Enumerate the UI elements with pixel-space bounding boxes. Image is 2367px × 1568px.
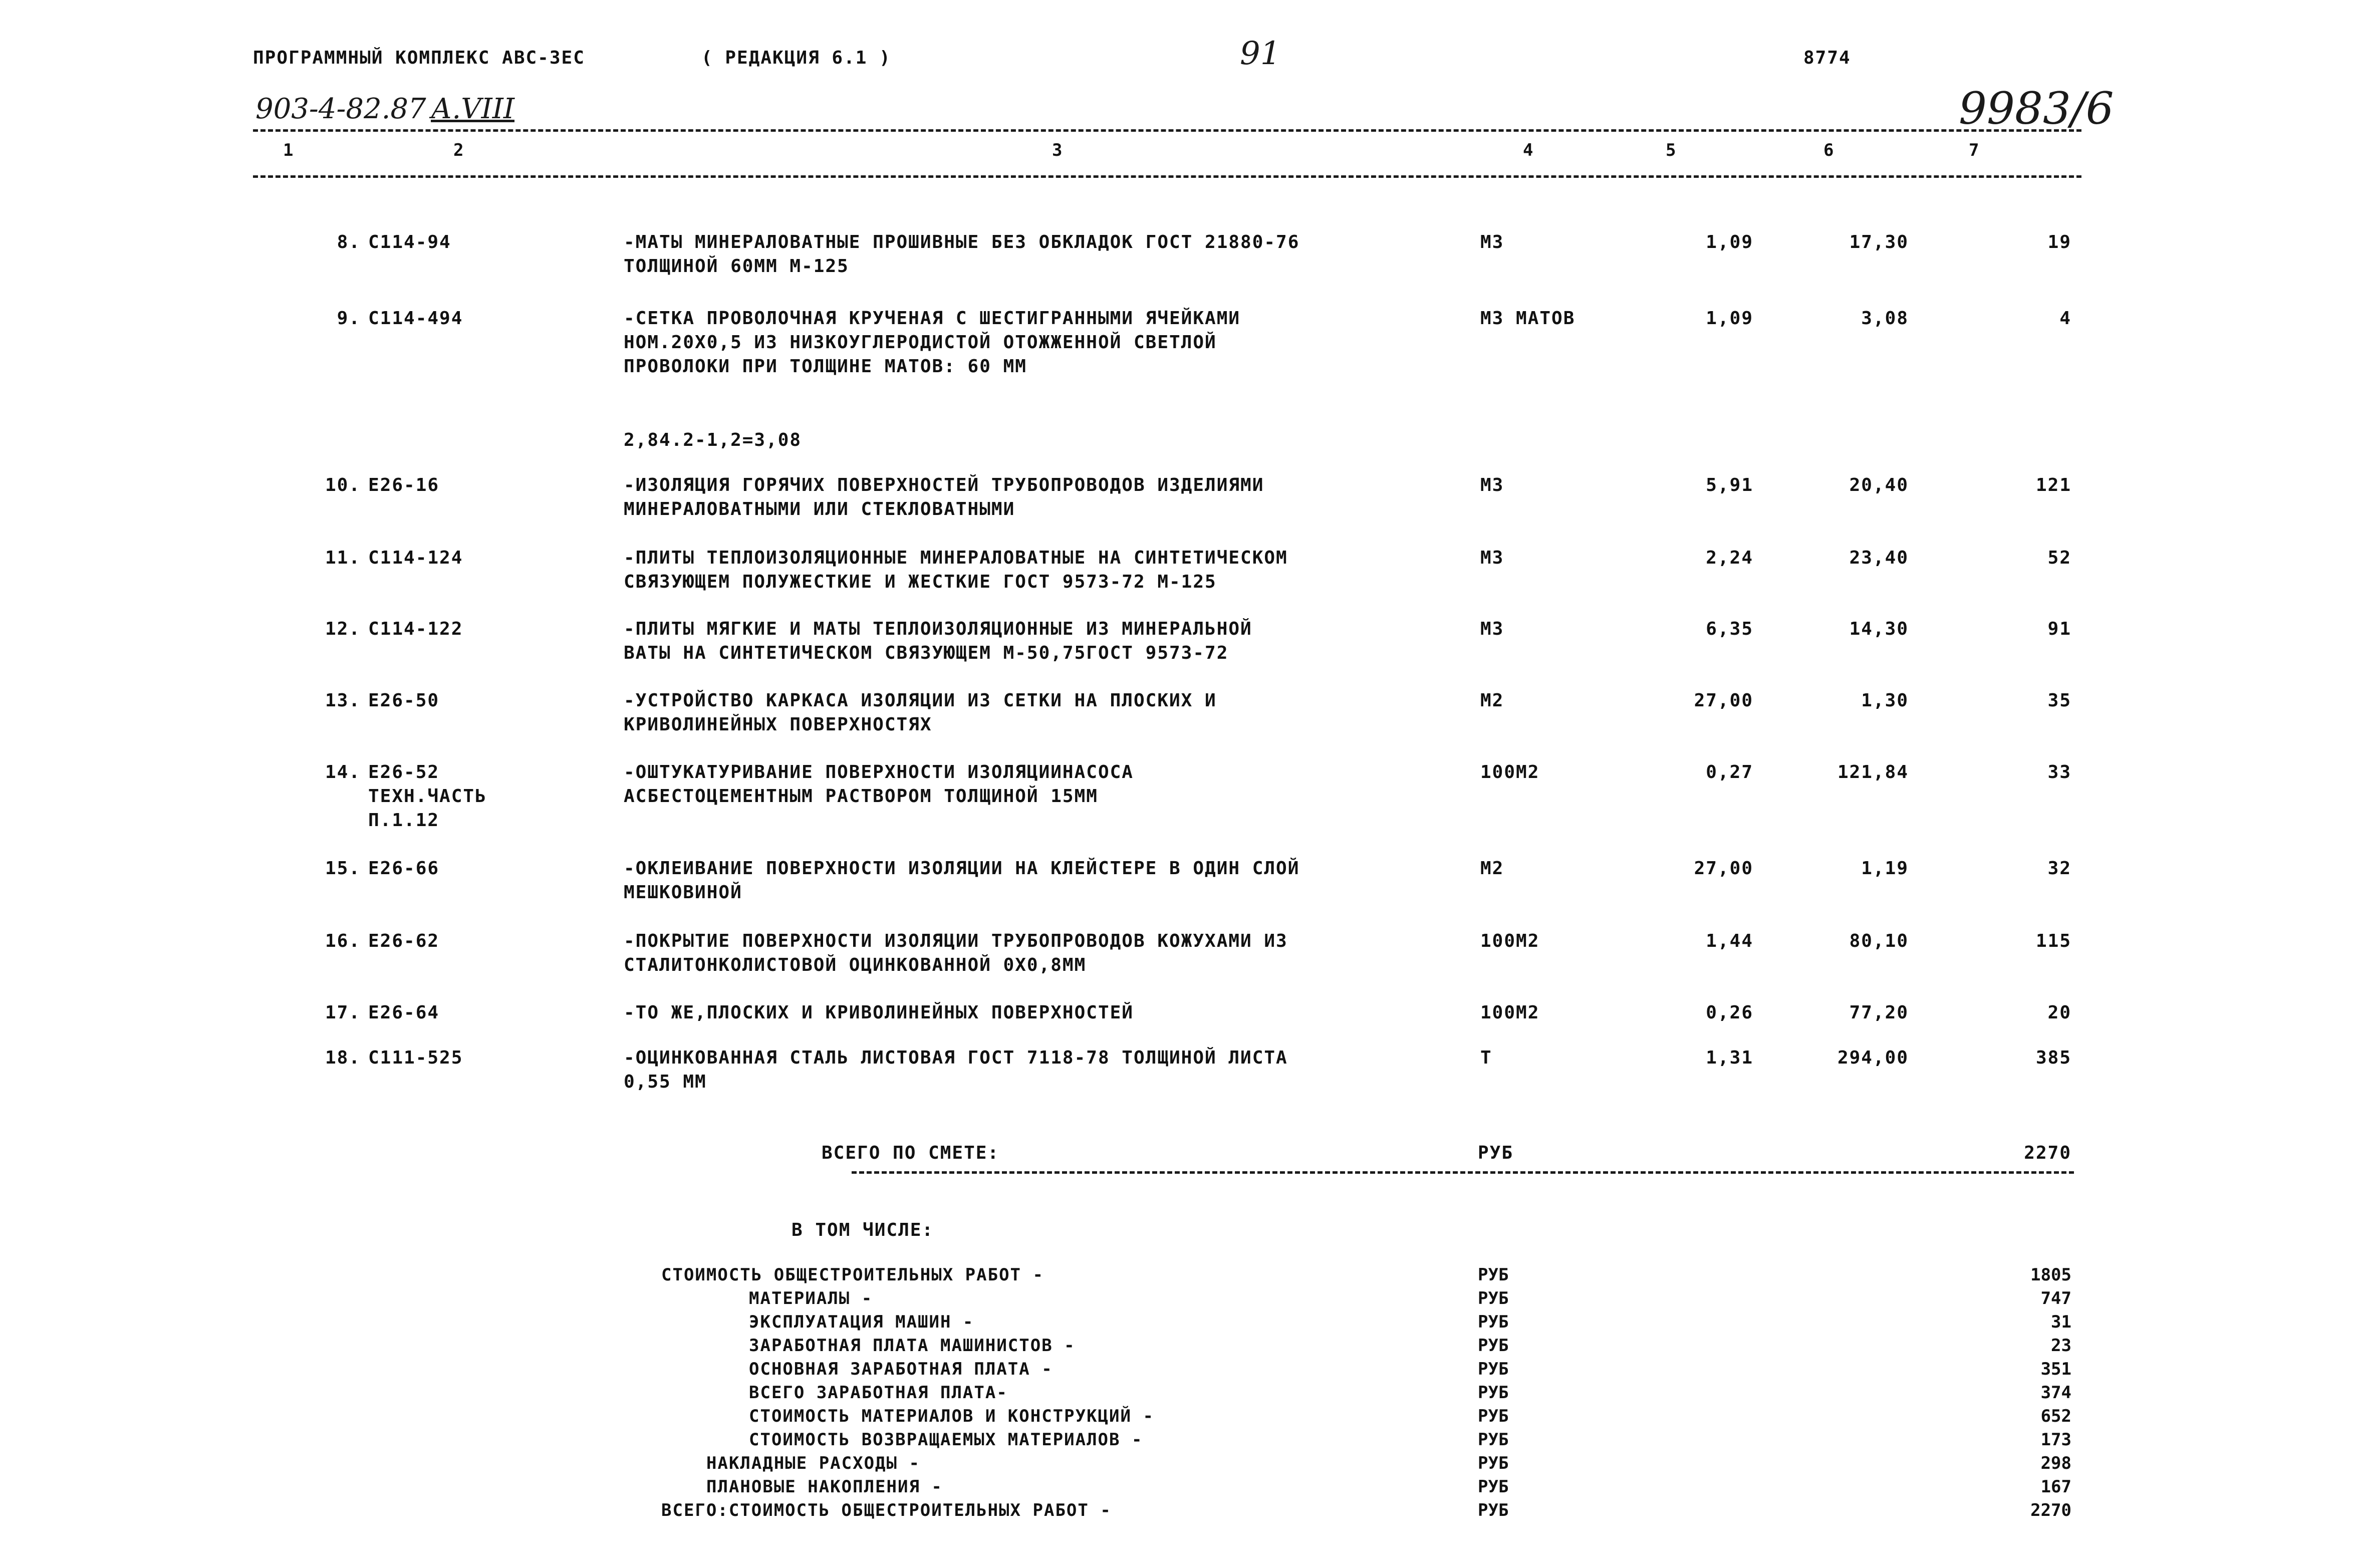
- breakdown-value: 351: [2040, 1359, 2071, 1379]
- row-sum: 91: [2047, 619, 2071, 639]
- breakdown-label: МАТЕРИАЛЫ -: [749, 1288, 873, 1309]
- breakdown-value: 298: [2040, 1453, 2071, 1473]
- row-quantity: 27,00: [1694, 858, 1753, 879]
- row-code: С114-124: [368, 548, 463, 568]
- breakdown-label: СТОИМОСТЬ ОБЩЕСТРОИТЕЛЬНЫХ РАБОТ -: [661, 1265, 1044, 1285]
- row-number: 9.: [337, 308, 361, 329]
- row-quantity: 27,00: [1694, 690, 1753, 711]
- breakdown-label: СТОИМОСТЬ МАТЕРИАЛОВ И КОНСТРУКЦИЙ -: [749, 1406, 1154, 1426]
- breakdown-label: ЭКСПЛУАТАЦИЯ МАШИН -: [749, 1312, 974, 1332]
- column-number-2: 2: [453, 140, 464, 160]
- row-price: 23,40: [1849, 548, 1909, 568]
- row-price: 1,19: [1861, 858, 1909, 879]
- row-price: 80,10: [1849, 931, 1909, 951]
- row-unit: 100М2: [1480, 762, 1540, 782]
- row-price: 14,30: [1849, 619, 1909, 639]
- document-number: 8774: [1803, 48, 1851, 68]
- breakdown-unit: РУБ: [1478, 1336, 1509, 1356]
- row-quantity: 1,44: [1706, 931, 1753, 951]
- column-number-3: 3: [1052, 140, 1063, 160]
- row-description: АСБЕСТОЦЕМЕНТНЫМ РАСТВОРОМ ТОЛЩИНОЙ 15ММ: [624, 786, 1098, 807]
- row-code: С114-94: [368, 232, 451, 252]
- row-code: Е26-16: [368, 475, 440, 495]
- breakdown-value: 2270: [2030, 1500, 2071, 1520]
- row-description: -ИЗОЛЯЦИЯ ГОРЯЧИХ ПОВЕРХНОСТЕЙ ТРУБОПРОВОДОВ ИЗДЕЛИЯМИ: [624, 475, 1264, 495]
- row-unit: 100М2: [1480, 931, 1540, 951]
- row-unit: М3: [1480, 475, 1504, 495]
- row-description: -СЕТКА ПРОВОЛОЧНАЯ КРУЧЕНАЯ С ШЕСТИГРАННЫМИ ЯЧЕЙКАМИ: [624, 308, 1241, 329]
- breakdown-label: ПЛАНОВЫЕ НАКОПЛЕНИЯ -: [706, 1477, 943, 1497]
- breakdown-value: 652: [2040, 1406, 2071, 1426]
- sheet-code: 9983/6: [1959, 83, 2114, 134]
- row-sum: 19: [2047, 232, 2071, 252]
- breakdown-unit: РУБ: [1478, 1406, 1509, 1426]
- row-code: С114-122: [368, 619, 463, 639]
- row-sum: 4: [2059, 308, 2071, 329]
- row-number: 15.: [325, 858, 361, 879]
- row-description: ПРОВОЛОКИ ПРИ ТОЛЩИНЕ МАТОВ: 60 ММ: [624, 356, 1027, 377]
- row-description: -ПЛИТЫ МЯГКИЕ И МАТЫ ТЕПЛОИЗОЛЯЦИОННЫЕ ИЗ МИНЕРАЛЬНОЙ: [624, 619, 1252, 639]
- row-code: Е26-52: [368, 762, 440, 782]
- row-description: -ОШТУКАТУРИВАНИЕ ПОВЕРХНОСТИ ИЗОЛЯЦИИНАСОСА: [624, 762, 1134, 782]
- program-title: ПРОГРАММНЫЙ КОМПЛЕКС АВС-3ЕС: [253, 48, 585, 68]
- total-label: ВСЕГО ПО СМЕТЕ:: [822, 1143, 1000, 1163]
- breakdown-unit: РУБ: [1478, 1453, 1509, 1473]
- row-description: -УСТРОЙСТВО КАРКАСА ИЗОЛЯЦИИ ИЗ СЕТКИ НА ПЛОСКИХ И: [624, 690, 1217, 711]
- breakdown-value: 31: [2051, 1312, 2071, 1332]
- row-sum: 33: [2047, 762, 2071, 782]
- row-description: МЕШКОВИНОЙ: [624, 882, 742, 903]
- row-sum: 385: [2035, 1048, 2071, 1068]
- row-code: Е26-64: [368, 1002, 440, 1023]
- row-unit: М3: [1480, 619, 1504, 639]
- row-quantity: 0,26: [1706, 1002, 1753, 1023]
- row-sum: 35: [2047, 690, 2071, 711]
- row-description: -ОЦИНКОВАННАЯ СТАЛЬ ЛИСТОВАЯ ГОСТ 7118-78 ТОЛЩИНОЙ ЛИСТА: [624, 1048, 1288, 1068]
- breakdown-label: ВСЕГО:СТОИМОСТЬ ОБЩЕСТРОИТЕЛЬНЫХ РАБОТ -: [661, 1500, 1112, 1520]
- row-sum: 20: [2047, 1002, 2071, 1023]
- row-number: 12.: [325, 619, 361, 639]
- breakdown-unit: РУБ: [1478, 1383, 1509, 1403]
- row-price: 20,40: [1849, 475, 1909, 495]
- row-quantity: 0,27: [1706, 762, 1753, 782]
- row-description: КРИВОЛИНЕЙНЫХ ПОВЕРХНОСТЯХ: [624, 714, 932, 735]
- column-number-5: 5: [1666, 140, 1676, 160]
- row-number: 17.: [325, 1002, 361, 1023]
- row-quantity: 1,09: [1706, 308, 1753, 329]
- breakdown-value: 23: [2051, 1336, 2071, 1356]
- row-price: 3,08: [1861, 308, 1909, 329]
- total-unit: РУБ: [1478, 1143, 1514, 1163]
- breakdown-value: 1805: [2030, 1265, 2071, 1285]
- row-quantity: 2,24: [1706, 548, 1753, 568]
- row-number: 18.: [325, 1048, 361, 1068]
- project-code: 903-4-82.87: [255, 93, 426, 125]
- breakdown-unit: РУБ: [1478, 1477, 1509, 1497]
- row-price: 294,00: [1837, 1048, 1909, 1068]
- row-description: НОМ.20Х0,5 ИЗ НИЗКОУГЛЕРОДИСТОЙ ОТОЖЖЕННОЙ СВЕТЛОЙ: [624, 332, 1217, 353]
- breakdown-value: 173: [2040, 1430, 2071, 1450]
- row-number: 16.: [325, 931, 361, 951]
- column-number-4: 4: [1523, 140, 1533, 160]
- row-code-note: ТЕХН.ЧАСТЬ: [368, 786, 487, 807]
- breakdown-unit: РУБ: [1478, 1500, 1509, 1520]
- breakdown-unit: РУБ: [1478, 1288, 1509, 1309]
- row-quantity: 5,91: [1706, 475, 1753, 495]
- breakdown-value: 747: [2040, 1288, 2071, 1309]
- column-number-7: 7: [1969, 140, 1979, 160]
- header-divider-top: [253, 129, 2081, 132]
- row-code: Е26-66: [368, 858, 440, 879]
- row-unit: М3 МАТОВ: [1480, 308, 1575, 329]
- row-description: -ТО ЖЕ,ПЛОСКИХ И КРИВОЛИНЕЙНЫХ ПОВЕРХНОСТЕЙ: [624, 1002, 1134, 1023]
- row-unit: М2: [1480, 858, 1504, 879]
- breakdown-label: НАКЛАДНЫЕ РАСХОДЫ -: [706, 1453, 920, 1473]
- header-divider-bottom: [253, 175, 2081, 178]
- total-value: 2270: [2024, 1143, 2071, 1163]
- album-code: А.VIII: [431, 93, 515, 125]
- row-description: -ПЛИТЫ ТЕПЛОИЗОЛЯЦИОННЫЕ МИНЕРАЛОВАТНЫЕ НА СИНТЕТИЧЕСКОМ: [624, 548, 1288, 568]
- row-description: МИНЕРАЛОВАТНЫМИ ИЛИ СТЕКЛОВАТНЫМИ: [624, 499, 1015, 519]
- breakdown-label: СТОИМОСТЬ ВОЗВРАЩАЕМЫХ МАТЕРИАЛОВ -: [749, 1430, 1143, 1450]
- row-calculation: 2,84.2-1,2=3,08: [624, 430, 802, 450]
- row-number: 14.: [325, 762, 361, 782]
- breakdown-unit: РУБ: [1478, 1265, 1509, 1285]
- row-price: 77,20: [1849, 1002, 1909, 1023]
- breakdown-value: 167: [2040, 1477, 2071, 1497]
- row-description: -МАТЫ МИНЕРАЛОВАТНЫЕ ПРОШИВНЫЕ БЕЗ ОБКЛАДОК ГОСТ 21880-76: [624, 232, 1300, 252]
- row-description: СТАЛИТОНКОЛИСТОВОЙ ОЦИНКОВАННОЙ 0Х0,8ММ: [624, 955, 1087, 975]
- row-number: 11.: [325, 548, 361, 568]
- breakdown-title: В ТОМ ЧИСЛЕ:: [792, 1220, 934, 1240]
- breakdown-label: ЗАРАБОТНАЯ ПЛАТА МАШИНИСТОВ -: [749, 1336, 1076, 1356]
- breakdown-unit: РУБ: [1478, 1312, 1509, 1332]
- row-description: ТОЛЩИНОЙ 60ММ М-125: [624, 256, 849, 277]
- edition-label: ( РЕДАКЦИЯ 6.1 ): [701, 48, 891, 68]
- row-sum: 115: [2035, 931, 2071, 951]
- row-quantity: 1,09: [1706, 232, 1753, 252]
- row-unit: М3: [1480, 548, 1504, 568]
- row-unit: Т: [1480, 1048, 1492, 1068]
- row-code: Е26-62: [368, 931, 440, 951]
- row-description: СВЯЗУЮЩЕМ ПОЛУЖЕСТКИЕ И ЖЕСТКИЕ ГОСТ 9573-72 М-125: [624, 572, 1217, 592]
- row-description: ВАТЫ НА СИНТЕТИЧЕСКОМ СВЯЗУЮЩЕМ М-50,75ГОСТ 9573-72: [624, 643, 1229, 663]
- row-number: 13.: [325, 690, 361, 711]
- row-code: С114-494: [368, 308, 463, 329]
- row-price: 17,30: [1849, 232, 1909, 252]
- breakdown-label: ВСЕГО ЗАРАБОТНАЯ ПЛАТА-: [749, 1383, 1008, 1403]
- total-divider: [852, 1171, 2074, 1174]
- breakdown-unit: РУБ: [1478, 1359, 1509, 1379]
- row-price: 121,84: [1837, 762, 1909, 782]
- row-number: 10.: [325, 475, 361, 495]
- row-code-note: П.1.12: [368, 810, 440, 831]
- breakdown-label: ОСНОВНАЯ ЗАРАБОТНАЯ ПЛАТА -: [749, 1359, 1053, 1379]
- row-unit: 100М2: [1480, 1002, 1540, 1023]
- row-quantity: 1,31: [1706, 1048, 1753, 1068]
- row-description: 0,55 ММ: [624, 1072, 707, 1092]
- row-code: Е26-50: [368, 690, 440, 711]
- page-number: 91: [1240, 35, 1281, 72]
- row-number: 8.: [337, 232, 361, 252]
- row-unit: М3: [1480, 232, 1504, 252]
- breakdown-value: 374: [2040, 1383, 2071, 1403]
- row-sum: 32: [2047, 858, 2071, 879]
- breakdown-unit: РУБ: [1478, 1430, 1509, 1450]
- row-sum: 52: [2047, 548, 2071, 568]
- row-code: С111-525: [368, 1048, 463, 1068]
- row-description: -ОКЛЕИВАНИЕ ПОВЕРХНОСТИ ИЗОЛЯЦИИ НА КЛЕЙСТЕРЕ В ОДИН СЛОЙ: [624, 858, 1300, 879]
- row-unit: М2: [1480, 690, 1504, 711]
- row-quantity: 6,35: [1706, 619, 1753, 639]
- row-price: 1,30: [1861, 690, 1909, 711]
- column-number-1: 1: [283, 140, 294, 160]
- row-sum: 121: [2035, 475, 2071, 495]
- row-description: -ПОКРЫТИЕ ПОВЕРХНОСТИ ИЗОЛЯЦИИ ТРУБОПРОВОДОВ КОЖУХАМИ ИЗ: [624, 931, 1288, 951]
- column-number-6: 6: [1823, 140, 1834, 160]
